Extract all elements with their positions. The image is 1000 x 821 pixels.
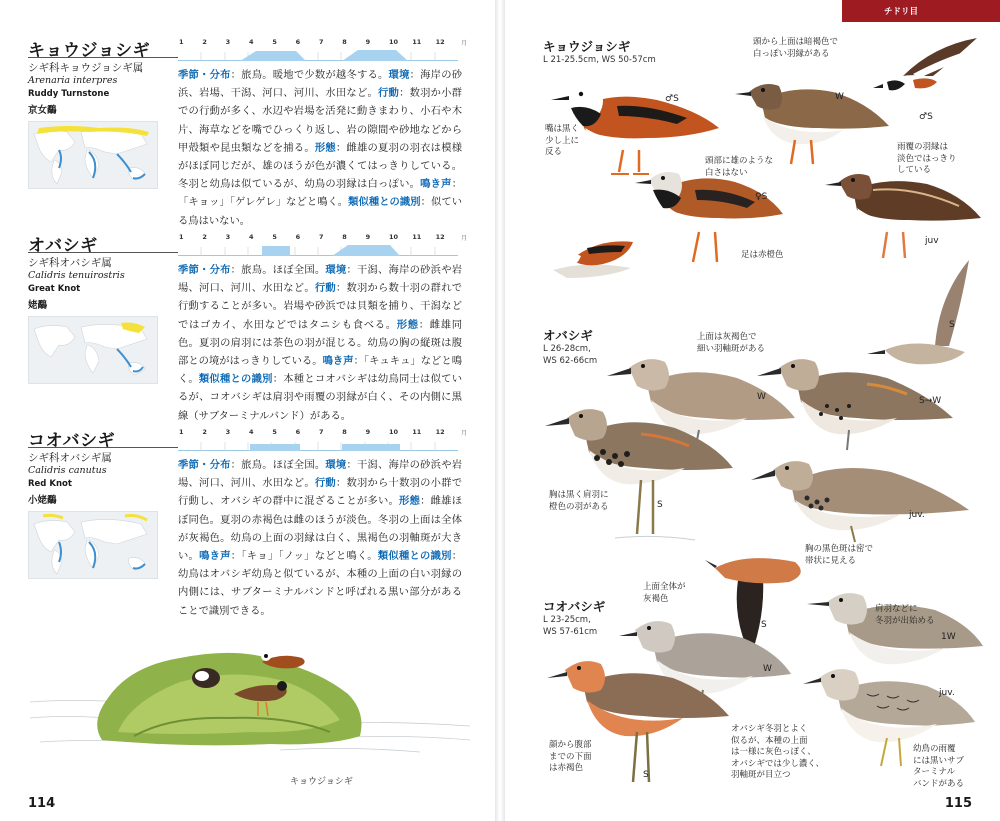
annotation: 上面は灰褐色で 細い羽軸斑がある — [697, 332, 766, 354]
species-entry-great-knot — [28, 231, 468, 421]
plumage-tag: juv. — [939, 688, 955, 698]
turnstone-feeding-illustration — [547, 224, 637, 280]
species-scientific-name: Calidris canutus — [28, 465, 107, 476]
plumage-tag: S — [949, 320, 955, 330]
turnstone-flight-illustration — [873, 36, 983, 116]
species-chinese-name: 京女鷸 — [28, 105, 57, 116]
species-chinese-name: 姥鷸 — [28, 300, 48, 311]
annotation: 足は赤橙色 — [741, 250, 784, 260]
size-info: L 21-25.5cm, WS 50-57cm — [543, 55, 656, 65]
species-entry-turnstone — [28, 36, 468, 226]
rock-illustration — [30, 632, 470, 762]
distribution-map — [28, 121, 158, 189]
annotation: 頭から上面は暗褐色で 白っぽい羽縁がある — [753, 37, 839, 59]
size-info: L 26-28cm, WS 62-66cm — [543, 344, 598, 366]
month-numbers: 1 2 3 4 5 6 7 8 9 10 11 12 — [179, 233, 445, 241]
species-description: 季節・分布：旅鳥。ほぼ全国。環境：干潟、海岸の砂浜や岩場、河口、河川、水田など。行動：数羽から数十羽の群れで行動することが多い。岩場や砂浜では貝類を捕り、干潟などではゴカイ、水田などではタニシも食べる。形態：雌雄同色。夏羽の肩羽には茶色の羽が混じる。幼鳥の胸の縦斑は腹部との境がはっきりしている。鳴き声：「キュキュ」などと鳴く。類似種との識別：本種とコオバシギは幼鳥同士は似ているが、コオバシギは肩羽や雨覆の羽縁が白く、その内側に黒線（サブターミナルバンド）がある。 — [178, 264, 463, 422]
right-page — [505, 0, 1000, 821]
season-bar — [178, 242, 458, 256]
distribution-map — [28, 316, 158, 384]
species-english-name: Great Knot — [28, 284, 81, 294]
illustration-caption: キョウジョシギ — [290, 777, 353, 787]
species-scientific-name: Calidris tenuirostris — [28, 270, 125, 281]
month-chart: 1 2 3 4 5 6 7 8 9 10 11 12 月 — [178, 428, 458, 452]
plumage-tag: 1W — [941, 632, 956, 642]
name-rule — [28, 57, 178, 58]
species-entry-red-knot — [28, 426, 468, 616]
species-family: シギ科キョウジョシギ属 — [28, 62, 144, 74]
season-bar — [178, 47, 458, 61]
left-page — [0, 0, 495, 821]
plumage-tag: ♀S — [755, 192, 768, 202]
section-title-turnstone: キョウジョシギ — [543, 39, 631, 54]
section-title-red-knot: コオバシギ — [543, 599, 606, 614]
plumage-tag: W — [757, 392, 766, 402]
species-name: オバシギ — [28, 236, 98, 256]
annotation: 肩羽などに 冬羽が出始める — [875, 604, 935, 626]
annotation: 雨覆の羽縁は 淡色ではっきり している — [897, 142, 957, 175]
annotation: オバシギ冬羽とよく 似るが、本種の上面 は一様に灰色っぽく、 オバシギでは少し濃く、 羽軸斑が目立つ — [731, 724, 825, 780]
great-knot-juvenile-illustration — [751, 444, 971, 544]
plumage-tag: juv. — [909, 510, 925, 520]
annotation: 幼鳥の雨覆 には黒いサブ ターミナル バンドがある — [913, 744, 965, 789]
species-chinese-name: 小姥鷸 — [28, 495, 57, 506]
distribution-map — [28, 511, 158, 579]
annotation: 頭部に雄のような 白さはない — [705, 156, 774, 178]
species-name: コオバシギ — [28, 431, 116, 451]
month-numbers: 1 2 3 4 5 6 7 8 9 10 11 12 — [179, 428, 445, 436]
species-description: 季節・分布：旅鳥。暖地で少数が越冬する。環境：海岸の砂浜、岩場、干潟、河口、河川、水田など。行動：数羽か小群での行動が多く、水辺や岩場を活発に動きまわり、小石や木片、海草などを嘴でひっくり返し、岩の隙間や砂地などから甲殻類や昆虫類などを捕る。形態：雌雄の夏羽の羽衣は模様がほぼ同じだが、雄のほうが色が濃くてはっきりしている。冬羽と幼鳥は似ているが、幼鳥の羽縁は白っぽい。鳴き声：「キョッ」「ゲレゲレ」などと鳴く。類似種との識別：似ている鳥はいない。 — [178, 69, 463, 227]
plumage-tag: S — [643, 770, 649, 780]
section-title-great-knot: オバシギ — [543, 328, 593, 343]
page-number: 114 — [28, 796, 56, 811]
species-name: キョウジョシギ — [28, 41, 151, 61]
plumage-tag: S→W — [919, 396, 942, 406]
species-family: シギ科オバシギ属 — [28, 257, 112, 269]
plumage-tag: W — [835, 92, 844, 102]
name-rule — [28, 252, 178, 253]
plumage-tag: S — [761, 620, 767, 630]
order-tab: チドリ目 — [842, 0, 1000, 22]
species-description: 季節・分布：旅鳥。ほぼ全国。環境：干潟、海岸の砂浜や岩場、河口、河川、水田など。行動：数羽から十数羽の小群で行動し、オバシギの群中に混ざることが多い。形態：雌雄ほぼ同色。夏羽の赤褐色は雌のほうが淡色。冬羽の上面は全体が灰褐色。幼鳥の上面の羽縁は白く、黒褐色の羽軸斑が大きい。鳴き声：「キョ」「ノッ」などと鳴く。類似種との識別：幼鳥はオバシギ幼鳥と似ているが、本種の上面の白い羽縁の内側には、サブターミナルバンドと呼ばれる黒い部分があることで識別できる。 — [178, 459, 463, 617]
great-knot-summer-illustration — [545, 394, 735, 544]
season-bar — [178, 437, 458, 451]
plumage-tag: ♂S — [665, 94, 679, 104]
plumage-tag: S — [657, 500, 663, 510]
month-numbers: 1 2 3 4 5 6 7 8 9 10 11 12 — [179, 38, 445, 46]
species-family: シギ科オバシギ属 — [28, 452, 112, 464]
annotation: 胸は黒く肩羽に 橙色の羽がある — [549, 490, 609, 512]
month-chart: 1 2 3 4 5 6 7 8 9 10 11 12 月 — [178, 38, 458, 62]
annotation: 胸の黒色斑は密で 帯状に見える — [805, 544, 874, 566]
annotation: 顔から腹部 までの下面 は赤褐色 — [549, 740, 592, 773]
great-knot-flight-illustration — [865, 256, 975, 376]
plumage-tag: W — [763, 664, 772, 674]
species-scientific-name: Arenaria interpres — [28, 75, 118, 86]
size-info: L 23-25cm, WS 57-61cm — [543, 615, 598, 637]
annotation: 上面全体が 灰褐色 — [643, 582, 686, 604]
page-number: 115 — [944, 796, 972, 811]
annotation: 嘴は黒く 少し上に 反る — [545, 124, 580, 157]
plumage-tag: ♂S — [919, 112, 933, 122]
month-chart: 1 2 3 4 5 6 7 8 9 10 11 12 月 — [178, 233, 458, 257]
book-gutter — [495, 0, 505, 821]
species-english-name: Ruddy Turnstone — [28, 89, 110, 99]
name-rule — [28, 447, 178, 448]
species-english-name: Red Knot — [28, 479, 72, 489]
plumage-tag: juv — [925, 236, 939, 246]
